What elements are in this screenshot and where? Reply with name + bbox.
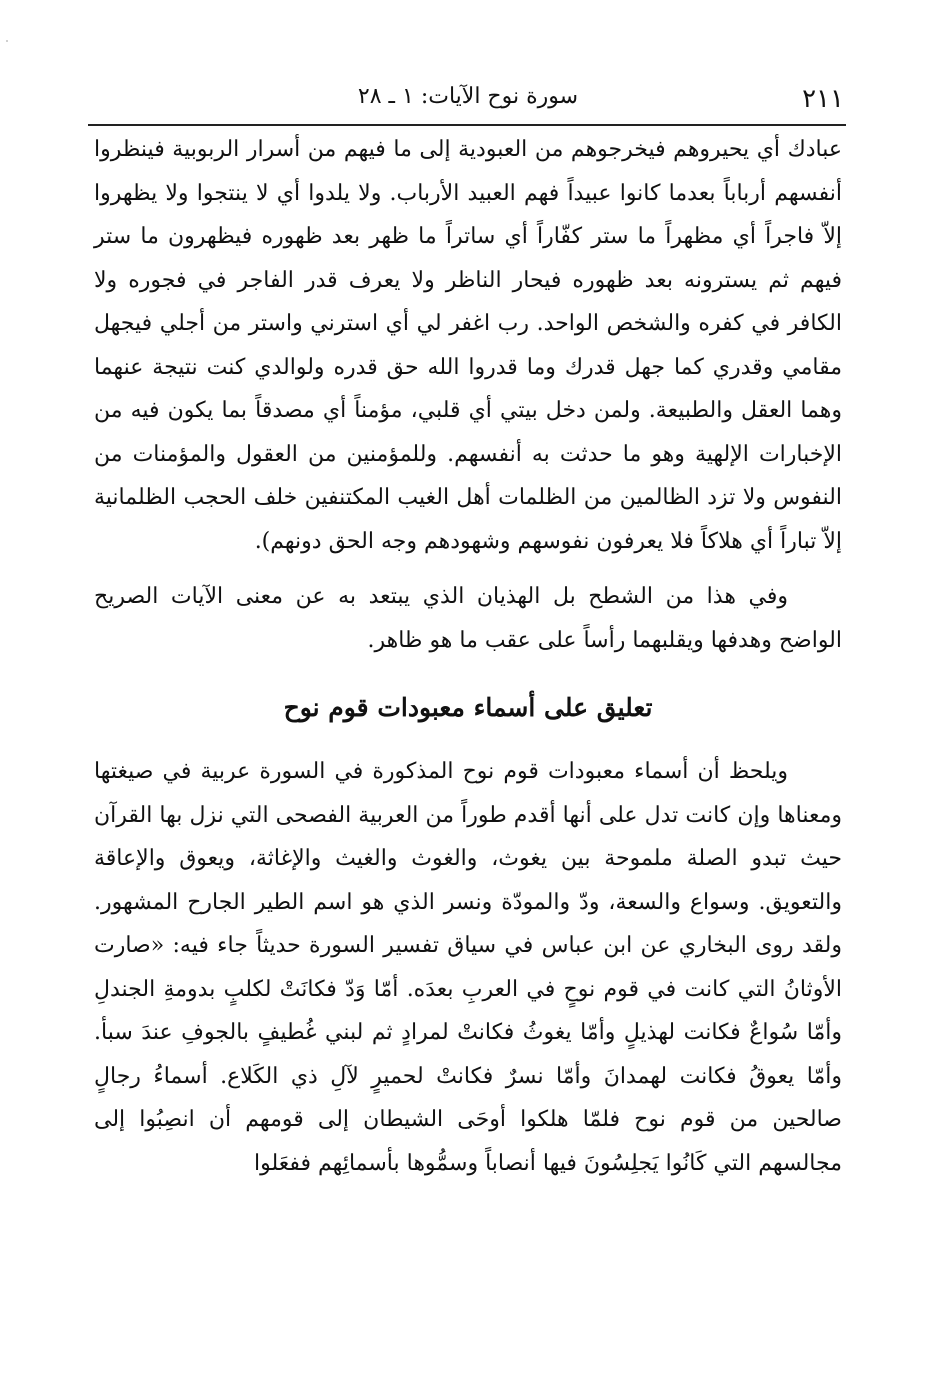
- running-title: سورة نوح الآيات: ١ ـ ٢٨: [357, 84, 579, 109]
- paragraph-continued: عبادك أي يحيروهم فيخرجوهم من العبودية إلى ما فيهم من أسرار الربوبية فينظروا أنفسهم أرباباً بعدما كانوا عبيداً فهم العبيد الأرباب. ولا يلدوا أي لا ينتجوا ولا يظهروا إلاّ فاجراً أي مظهراً ما ستر كفّاراً أي ساتراً ما ظهر بعد ظهوره فيظهرون ما ستر فيهم ثم يسترونه بعد ظهوره فيحار الناظر ولا يعرف قدر الفاجر في فجوره ولا الكافر في كفره والشخص الواحد. رب اغفر لي أي استرني واستر من أجلي فيجهل مقامي وقدري كما جهل قدرك وما قدروا الله حق قدره ولوالدي كنت نتيجة عنهما وهما العقل والطبيعة. ولمن دخل بيتي أي قلبي، مؤمناً أي مصدقاً بما يكون فيه من الإخبارات الإلهية وهو ما حدثت به أنفسهم. وللمؤمنين من العقول والمؤمنات من النفوس ولا تزد الظالمين من الظلمات أهل الغيب المكتنفين خلف الحجب الظلمانية إلاّ تباراً أي هلاكاً فلا يعرفون نفوسهم وشهودهم وجه الحق دونهم).: [94, 137, 842, 554]
- page-body: [94, 128, 842, 1185]
- paragraph-commentary: وفي هذا من الشطح بل الهذيان الذي يبتعد به عن معنى الآيات الصريح الواضح وهدفها ويقلبهما رأساً على عقب ما هو ظاهر.: [94, 584, 842, 653]
- page-number: ٢١١: [802, 84, 844, 114]
- header-rule: [88, 124, 846, 126]
- page-header: [92, 80, 844, 120]
- paragraph-section: ويلحظ أن أسماء معبودات قوم نوح المذكورة في السورة عربية في صيغتها ومعناها وإن كانت تدل على أنها أقدم طوراً من العربية الفصحى التي نزل بها القرآن حيث تبدو الصلة ملموحة بين يغوث، والغوث والغيث والإغاثة، ويعوق والإعاقة والتعويق. وسواع والسعة، ودّ والمودّة ونسر الذي هو اسم الطير الجارح المشهور. ولقد روى البخاري عن ابن عباس في سياق تفسير السورة حديثاً جاء فيه: «صارت الأوثانُ التي كانت في قوم نوحٍ في العربِ بعدَه. أمّا وَدّ فكانَتْ لكلبٍ بدومةِ الجندلِ وأمّا سُواعٌ فكانت لهذيلٍ وأمّا يغوثُ فكانتْ لمرادٍ ثم لبني غُطيفٍ بالجوفِ عندَ سبأ. وأمّا يعوقُ فكانت لهمدانَ وأمّا نسرٌ فكانتْ لحميرٍ لآلِ ذي الكَلاع. أسماءُ رجالٍ صالحين من قوم نوح فلمّا هلكوا أوحَى الشيطان إلى قومهم أن انصِبُوا إلى مجالسهم التي كَانُوا يَجلِسُونَ فيها أنصاباً وسمُّوها بأسمائِهم ففعَلوا: [94, 759, 842, 1176]
- scan-speck: [6, 40, 8, 42]
- section-heading: تعليق على أسماء معبودات قوم نوح: [283, 693, 653, 722]
